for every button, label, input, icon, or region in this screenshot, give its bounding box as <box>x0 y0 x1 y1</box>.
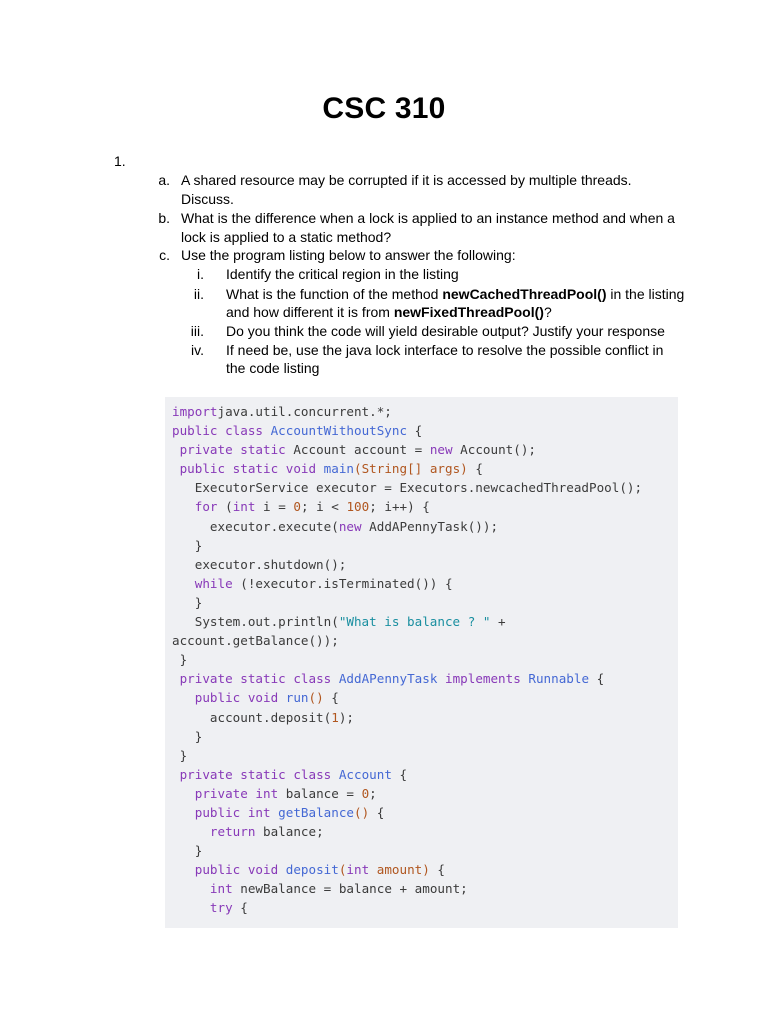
sub-i-text: Identify the critical region in the listing <box>226 266 459 282</box>
code-line <box>172 650 642 669</box>
code-token: new <box>429 442 461 458</box>
code-token: System.out.println( <box>172 614 339 630</box>
code-token: new <box>338 518 370 534</box>
code-token <box>172 767 180 782</box>
sub-ii-post: in the listing <box>606 286 685 302</box>
code-token: account.deposit( <box>172 709 332 725</box>
code-token: { <box>240 900 248 916</box>
code-token: { <box>429 862 446 878</box>
code-token: (!executor.isTerminated()) { <box>240 575 453 591</box>
code-line <box>172 727 642 746</box>
code-token: 100 <box>346 499 370 515</box>
code-token: public static void <box>179 461 324 477</box>
item-a-text-line1: A shared resource may be corrupted if it is accessed by multiple threads. <box>181 172 632 188</box>
code-token: balance = <box>285 785 362 801</box>
code-line <box>172 517 642 536</box>
code-token <box>172 499 195 514</box>
code-token: getBalance <box>278 804 354 820</box>
code-token: { <box>323 690 339 706</box>
sub-ii-pre: What is the function of the method <box>226 286 443 302</box>
code-token: balance; <box>263 824 324 840</box>
code-token: } <box>172 537 203 553</box>
code-token: "What is balance ? " <box>338 614 491 630</box>
item-b-text-line1: What is the difference when a lock is applied to an instance method and when a <box>181 210 675 226</box>
code-token <box>172 824 210 839</box>
code-token: int <box>232 499 264 515</box>
code-token: private static class <box>179 766 339 782</box>
sub-iii-text: Do you think the code will yield desirable output? Justify your response <box>226 323 665 339</box>
code-token: return <box>209 824 263 840</box>
code-token: account.getBalance()); <box>172 633 339 649</box>
code-token <box>172 576 195 591</box>
code-token: Account <box>338 766 392 782</box>
sub-ii-line2-post: ? <box>543 304 552 320</box>
code-token: () <box>308 690 324 706</box>
code-token: ( <box>225 499 233 515</box>
item-b-marker: b. <box>158 210 170 226</box>
code-token: ; <box>369 785 377 801</box>
code-token <box>172 900 210 915</box>
code-token: run <box>285 690 309 706</box>
code-token: { <box>369 804 385 820</box>
code-token: { <box>467 461 483 477</box>
code-line <box>172 574 642 593</box>
code-token: (String[] args) <box>354 461 468 477</box>
code-line <box>172 708 642 727</box>
code-token: } <box>172 652 188 668</box>
code-token: Account account = <box>293 442 430 458</box>
code-token: public int <box>194 804 279 820</box>
code-line <box>172 402 642 421</box>
code-token: } <box>172 594 203 610</box>
code-token: for <box>194 499 226 515</box>
code-token: ( <box>338 862 347 878</box>
code-token: () <box>353 804 370 820</box>
code-line <box>172 612 642 631</box>
code-token: import <box>172 404 218 419</box>
code-token <box>172 862 195 877</box>
code-line <box>172 803 642 822</box>
code-token <box>172 442 180 457</box>
code-line <box>172 879 642 898</box>
item-a-text-line2: Discuss. <box>181 191 234 207</box>
code-token: executor.execute( <box>172 518 339 534</box>
code-token: ); <box>338 709 354 725</box>
code-token: implements <box>444 671 529 687</box>
code-line <box>172 631 642 650</box>
sub-iv-marker: iv. <box>191 342 204 358</box>
sub-ii-text-line2 <box>226 303 552 321</box>
code-line <box>172 497 642 516</box>
code-line <box>172 822 642 841</box>
code-line <box>172 688 642 707</box>
code-token: + <box>490 614 506 630</box>
code-token <box>172 671 180 686</box>
code-token: i = <box>263 499 294 515</box>
item-c-marker: c. <box>159 247 170 263</box>
code-token <box>172 690 195 705</box>
code-token: public void <box>194 690 286 706</box>
code-line <box>172 765 642 784</box>
method-name-cached: newCachedThreadPool() <box>442 286 607 302</box>
sub-i-marker: i. <box>197 266 204 282</box>
sub-iii-marker: iii. <box>190 323 204 339</box>
code-line <box>172 841 642 860</box>
code-token: ; i++) { <box>369 499 430 515</box>
code-block <box>172 402 642 918</box>
code-token: AddAPennyTask <box>338 671 445 687</box>
code-token: deposit <box>285 862 339 878</box>
sub-ii-line2-pre: and how different it is from <box>226 304 394 320</box>
method-name-fixed: newFixedThreadPool() <box>393 304 544 320</box>
code-token: newBalance = balance + amount; <box>240 881 468 897</box>
code-token: public class <box>172 423 271 439</box>
code-token <box>172 881 210 896</box>
code-token: int <box>209 881 241 897</box>
code-line <box>172 593 642 612</box>
sub-iv-text-line1: If need be, use the java lock interface to resolve the possible conflict in <box>226 342 664 358</box>
code-token: amount) <box>376 862 430 878</box>
sub-ii-marker: ii. <box>193 286 204 302</box>
item-b-text-line2: lock is applied to a static method? <box>181 229 392 245</box>
code-token: { <box>391 766 408 782</box>
code-token: Account(); <box>460 442 536 458</box>
code-token: int <box>346 862 377 878</box>
code-token: try <box>209 900 241 916</box>
code-token: private static <box>179 442 294 458</box>
code-token: main <box>323 461 354 477</box>
code-token: { <box>589 671 605 687</box>
code-token: private static class <box>179 671 339 687</box>
question-number: 1. <box>114 153 126 169</box>
code-line <box>172 860 642 879</box>
code-line <box>172 555 642 574</box>
code-line <box>172 440 642 459</box>
code-token: executor.shutdown(); <box>172 556 347 572</box>
code-token: public void <box>194 862 286 878</box>
code-token: { <box>407 423 423 439</box>
code-token: 0 <box>293 499 301 515</box>
code-token: private int <box>194 785 286 801</box>
code-line <box>172 898 642 917</box>
code-line <box>172 746 642 765</box>
code-token: } <box>172 728 203 744</box>
item-a-marker: a. <box>158 172 170 188</box>
code-token: } <box>172 747 188 763</box>
sub-ii-text-line1 <box>226 285 684 303</box>
code-token: AccountWithoutSync <box>270 423 408 439</box>
code-token: 1 <box>331 709 339 725</box>
code-token: ; i < <box>300 499 347 515</box>
code-line <box>172 478 642 497</box>
code-line <box>172 669 642 688</box>
code-token: Runnable <box>528 671 590 687</box>
code-token: ExecutorService executor = Executors.newcachedThreadPool(); <box>172 480 643 496</box>
code-line <box>172 421 642 440</box>
page-title: CSC 310 <box>322 92 446 125</box>
code-token <box>172 786 195 801</box>
code-line <box>172 536 642 555</box>
code-token: AddAPennyTask()); <box>369 518 499 534</box>
code-token <box>172 805 195 820</box>
code-token: while <box>194 575 241 591</box>
code-line <box>172 459 642 478</box>
code-line <box>172 784 642 803</box>
code-token: } <box>172 843 203 859</box>
item-c-text: Use the program listing below to answer the following: <box>181 247 516 263</box>
sub-iv-text-line2: the code listing <box>226 360 320 376</box>
code-listing <box>165 397 678 928</box>
code-token: java.util.concurrent.*; <box>217 404 392 419</box>
code-token: 0 <box>361 785 370 801</box>
code-token <box>172 461 180 476</box>
